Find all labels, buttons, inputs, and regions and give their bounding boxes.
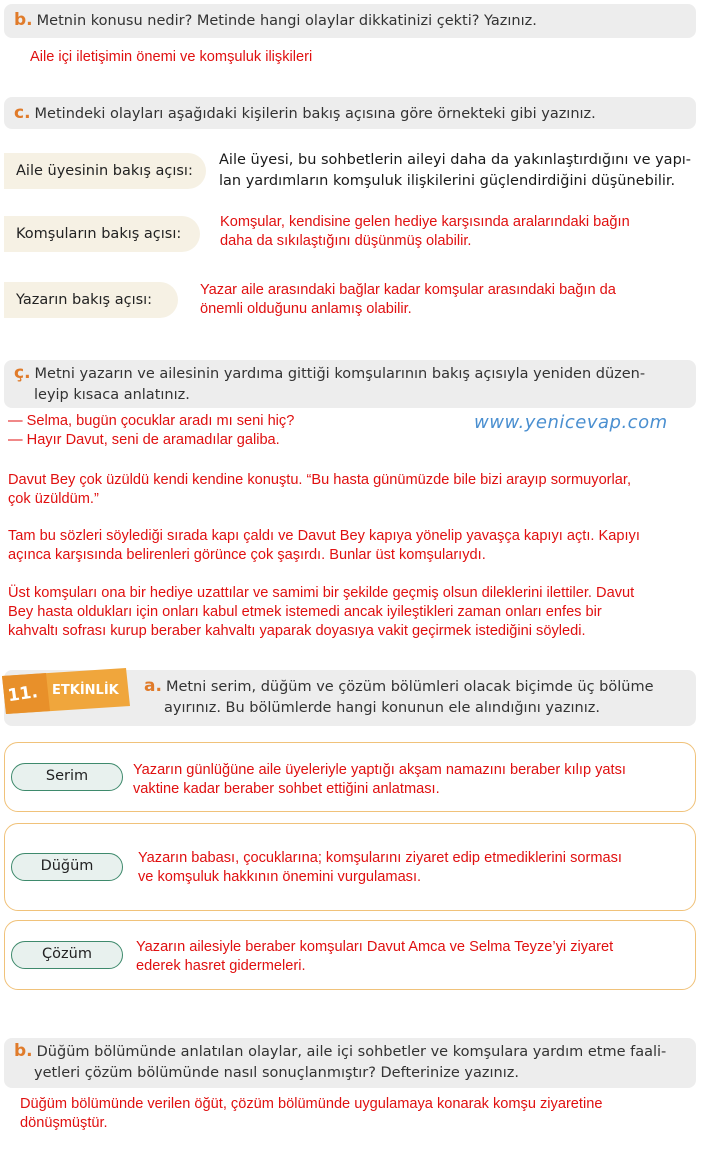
dialog-line-2: — Hayır Davut, seni de aramadılar galiba. — [8, 432, 280, 448]
question-cc-bar — [4, 360, 696, 408]
section-tag-cozum: Çözüm — [11, 941, 123, 969]
story-p1-line1: Davut Bey çok üzüldü kendi kendine konuştu. “Bu hasta günümüzde bile bizi arayıp sormuyorlar, — [8, 472, 632, 488]
section-box-serim — [4, 742, 696, 812]
section-dugum-line1: Yazarın babası, çocuklarına; komşularını ziyaret edip etmediklerini sorması — [138, 850, 622, 866]
watermark: www.yenicevap.com — [474, 412, 668, 433]
section-serim-line2: vaktine kadar beraber sohbet ettiğini anlatması. — [133, 781, 440, 797]
question-text: Metindeki olayları aşağıdaki kişilerin bakış açısına göre örnekteki gibi yazınız. — [34, 106, 596, 122]
question-text-line2: yetleri çözüm bölümünde nasıl sonuçlanmıştır? Defterinize yazınız. — [34, 1065, 519, 1081]
question-text-line2: leyip kısaca anlatınız. — [34, 387, 190, 403]
viewpoint-author-line1: Yazar aile arasındaki bağlar kadar komşular arasındaki bağın da — [200, 282, 616, 298]
question-text-line2: ayırınız. Bu bölümlerde hangi konunun ele alındığını yazınız. — [164, 700, 600, 716]
answer-text: Aile içi iletişimin önemi ve komşuluk ilişkileri — [30, 49, 313, 65]
question-b-bar — [4, 4, 696, 38]
question-text-line1: Metni serim, düğüm ve çözüm bölümleri olacak biçimde üç bölüme — [165, 679, 654, 695]
section-box-cozum — [4, 920, 696, 990]
story-p3-line2: Bey hasta oldukları için onları kabul etmek istemedi ancak iyileştikleri zaman onları enfes bir — [8, 604, 602, 620]
section-cozum-line2: ederek hasret gidermeleri. — [136, 958, 306, 974]
activity-number: 11. — [6, 682, 40, 707]
section-serim-line1: Yazarın günlüğüne aile üyeleriyle yaptığı akşam namazını beraber kılıp yatsı — [133, 762, 626, 778]
question-letter: c. — [14, 103, 31, 123]
section-box-dugum — [4, 823, 696, 911]
activity-badge — [0, 666, 132, 716]
activity-title: ETKİNLİK — [52, 683, 119, 698]
question-text-line1: Düğüm bölümünde anlatılan olaylar, aile içi sohbetler ve komşulara yardım etme faali- — [36, 1044, 667, 1060]
question-c-bar — [4, 97, 696, 129]
viewpoint-neighbors-line2: daha da sıkılaştığını düşünmüş olabilir. — [220, 233, 472, 249]
viewpoint-label-neighbors: Komşuların bakış açısı: — [4, 216, 200, 252]
story-p3-line1: Üst komşuları ona bir hediye uzattılar ve samimi bir şekilde geçmiş olsun dileklerini ilettiler. Davut — [8, 585, 635, 601]
question-b2-bar — [4, 1038, 696, 1088]
question-letter: b. — [14, 10, 33, 30]
question-letter: b. — [14, 1041, 33, 1061]
question-text-line1: Metni yazarın ve ailesinin yardıma gittiği komşularının bakış açısıyla yeniden düzen- — [34, 366, 646, 382]
dialog-line-1: — Selma, bugün çocuklar aradı mı seni hiç? — [8, 413, 295, 429]
story-p2-line1: Tam bu sözleri söylediği sırada kapı çaldı ve Davut Bey kapıya yönelip yavaşça kapıyı açtı. Kapıyı — [8, 528, 640, 544]
viewpoint-family-line1: Aile üyesi, bu sohbetlerin aileyi daha da yakınlaştırdığını ve yapı- — [219, 152, 692, 168]
question-letter: a. — [144, 676, 162, 696]
answer-b2-line2: dönüşmüştür. — [20, 1115, 108, 1131]
viewpoint-author-line2: önemli olduğunu anlamış olabilir. — [200, 301, 412, 317]
section-dugum-line2: ve komşuluk hakkının önemini vurgulaması. — [138, 869, 422, 885]
answer-b2-line1: Düğüm bölümünde verilen öğüt, çözüm bölümünde uygulamaya konarak komşu ziyaretine — [20, 1096, 603, 1112]
question-text: Metnin konusu nedir? Metinde hangi olaylar dikkatinizi çekti? Yazınız. — [36, 13, 537, 29]
section-cozum-line1: Yazarın ailesiyle beraber komşuları Davut Amca ve Selma Teyze’yi ziyaret — [136, 939, 614, 955]
story-p1-line2: çok üzüldüm.” — [8, 491, 99, 507]
question-letter: ç. — [14, 363, 31, 383]
section-tag-dugum: Düğüm — [11, 853, 123, 881]
story-p2-line2: açınca karşısında belirenleri görünce çok şaşırdı. Bunlar üst komşularıydı. — [8, 547, 486, 563]
viewpoint-label-author: Yazarın bakış açısı: — [4, 282, 178, 318]
viewpoint-family-line2: lan yardımların komşuluk ilişkilerini güçlendirdiğini düşünebilir. — [219, 173, 676, 189]
section-tag-serim: Serim — [11, 763, 123, 791]
story-p3-line3: kahvaltı sofrası kurup beraber kahvaltı yaparak doyasıya vakit geçirmek istediğini söyledi. — [8, 623, 586, 639]
viewpoint-label-family: Aile üyesinin bakış açısı: — [4, 153, 206, 189]
viewpoint-neighbors-line1: Komşular, kendisine gelen hediye karşısında aralarındaki bağın — [220, 214, 630, 230]
